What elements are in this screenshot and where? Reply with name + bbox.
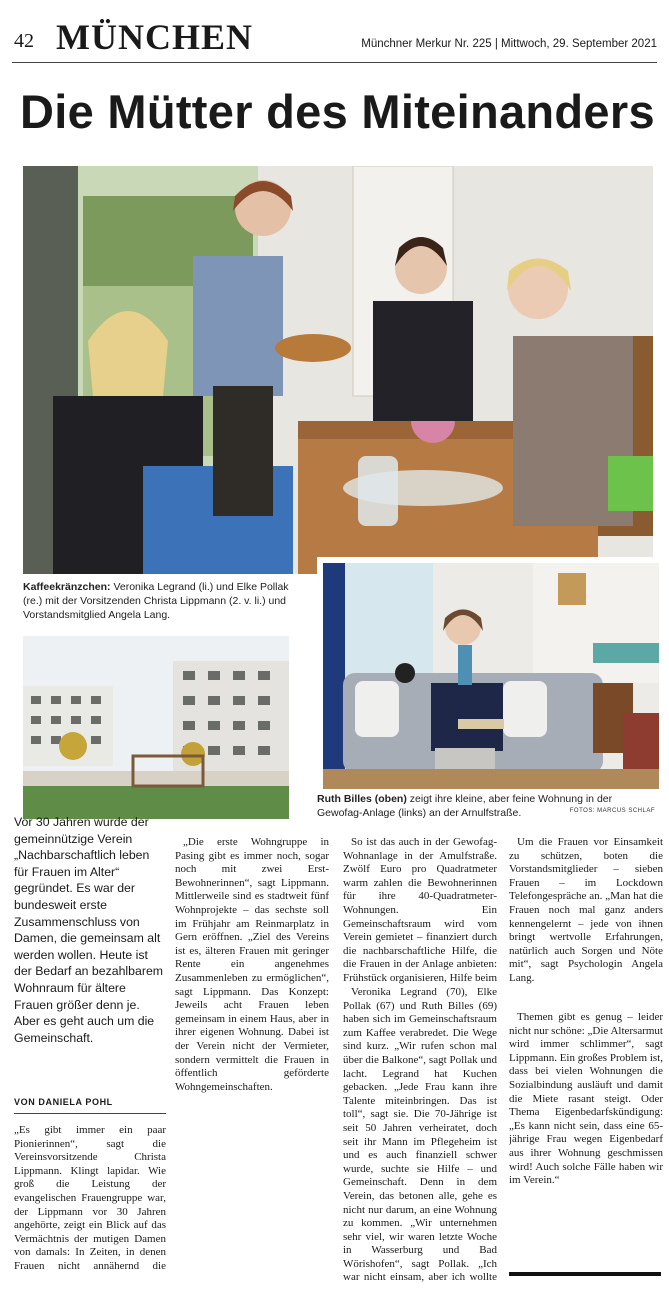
masthead-info: Münchner Merkur Nr. 225 | Mittwoch, 29. September 2021	[361, 38, 657, 50]
article-end-rule	[509, 1272, 661, 1276]
body-paragraph: So ist das auch in der Gewofag-Wohnanlage in der Amulfstraße. Zwölf Euro pro Quadratmeter warm zahlen die Bewohnerinnen für ihre 40-Quadratmeter-Wohnungen. Ein Gemeinschaftsraum wird vom Verein gemietet – finanziert durch die nachbarschaftliche Hilfe, die die Frauen in der Anlage anbieten: Frühstück organisieren, Hilfe beim	[343, 836, 497, 984]
body-paragraph: „Die erste Wohngruppe in Pasing gibt es immer noch, sogar noch mit zwei Erst-Bewohnerinnen“, sagt Lippmann. Mittlerweile sind es stadtweit fünf Wohnprojekte – das sechste soll im Frühjahr am Reinmarplatz in Gern eröffnen. „Ziel des Vereins ist es, älteren Frauen mit geringer Rente ein angenehmes Zusammenleben zu ermöglichen“, sagt Lippmann. Das Konzept: Jeweils acht Frauen leben gemeinsam in einem Haus, aber in ihrer eigenen Wohnung. Dabei ist der Verein nicht der Vermieter, sondern vermittelt die Frauen in öffentlich geförderte Wohngemeinschaften.	[175, 836, 329, 1093]
article-column-1	[14, 1124, 166, 1274]
caption-main-lead: Kaffeekränzchen:	[23, 581, 111, 593]
body-paragraph: Veronika Legrand (70), Elke Pollak (67) und Ruth Billes (69) haben sich im Gemeinschaftsraum zum Kaffee verabredet. Die Wege sind kurz. „Wir rufen schon mal über die Balkone“, sagt Pollak und lacht. Legrand hat Kuchen gebacken. „Jede Frau kann ihre Talente miteinbringen. Das ist toll“, sagt sie. Die 70-Jährige ist seit 50 Jahren verheiratet, doch seit ihr Mann im Pflegeheim ist und es auch finanziell schwer wurde, suchte sie Hilfe – und Gemeinschaft. Denn in dem Verein, das betonen alle, gehe es nicht nur darum, an eine Wohnung zu kommen. „Wir unternehmen sehr viel, wir waren letzte Woche in Wasserburg und Bad Wörishofen“, sagt Pollak. „Ich war nicht einsam, aber ich wollte	[343, 986, 497, 1284]
page-number: 42	[14, 30, 34, 52]
photo-residential-building	[23, 636, 289, 819]
caption-ruth-lead: Ruth Billes (oben)	[317, 793, 407, 805]
photo-credit: FOTOS: MARCUS SCHLAF	[569, 808, 655, 814]
caption-main-text: Veronika Legrand (li.) und Elke Pollak (re.) mit der Vorsitzenden Christa Lippmann (2. v. li.) und Vorstandsmitglied Angela Lang.	[23, 581, 289, 621]
byline: VON DANIELA POHL	[14, 1097, 166, 1114]
section-title: MÜNCHEN	[56, 17, 253, 57]
photo-ruth-billes	[317, 557, 659, 789]
header-rule	[12, 62, 657, 63]
caption-main-photo	[23, 580, 305, 622]
caption-ruth-text: zeigt ihre kleine, aber feine Wohnung in der Gewofag-Anlage (links) an der Arnulfstraße.	[317, 793, 613, 819]
article-column-3	[343, 836, 497, 1286]
headline: Die Mütter des Miteinanders	[20, 85, 655, 138]
article-lead: Vor 30 Jahren wurde der gemeinnützige Verein „Nachbarschaftlich leben für Frauen im Alter“ gegründet. Es war der bundesweit erste Zusammenschluss von Damen, die gemeinsam alt werden wollen. Heute ist der Bedarf an bezahlbarem Wohnraum für ältere Frauen größer denn je. Aber es geht auch um die Gemeinschaft.	[14, 815, 164, 1045]
article-column-4	[509, 836, 663, 1266]
caption-ruth-photo	[317, 792, 655, 820]
body-paragraph: Um die Frauen vor Einsamkeit zu schützen, boten die Vorstandsmitglieder – sieben Frauen – im Lockdown Telefongespräche an. „Man hat die Frauen noch mal ganz anders kennengelernt – jede von ihnen bringt wertvolle Erfahrungen, natürlich auch Sorgen und Nöte mit“, sagt Psychologin Angela Lang.	[509, 836, 663, 984]
body-paragraph: Themen gibt es genug – leider nicht nur schöne: „Die Altersarmut wird immer schlimmer“, sagt Lippmann. Ein großes Problem ist, dass bei vielen Wohnungen die Sozialbindung ausläuft und damit die Miete rasant steigt. Oder Thema Eigenbedarfskündigung: „Es kann nicht sein, dass eine 65-jährige Frau wegen Eigenbedarf aus ihrer Wohnung geschmissen wird! Auch solche Fälle haben wir im Verein.“	[509, 1011, 663, 1187]
article-column-2	[175, 836, 329, 1286]
photo-coffee-group	[23, 166, 653, 574]
body-paragraph: „Es gibt immer ein paar Pionierinnen“, sagt die Vereinsvorsitzende Christa Lippmann. Klingt lapidar. Wie groß die Leistung der evangelischen Frauengruppe war, der Lippmann vor 30 Jahren angehörte, zeigt ein Blick auf das Vermächtnis der mutigen Damen von damals: In Zeiten, in denen Frauen nicht annähernd die	[14, 1124, 166, 1272]
